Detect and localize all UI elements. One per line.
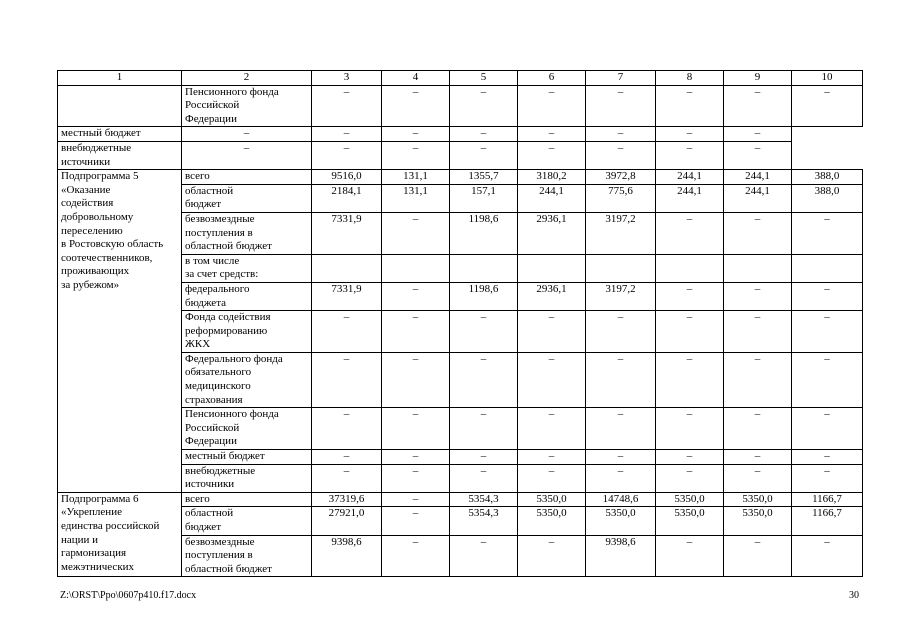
amount-cell (382, 254, 450, 282)
amount-cell: – (656, 450, 724, 465)
amount-cell: 2184,1 (312, 184, 382, 212)
amount-cell: – (792, 535, 863, 577)
column-number-header: 10 (792, 71, 863, 86)
amount-cell: 2936,1 (518, 212, 586, 254)
amount-cell: – (586, 85, 656, 127)
amount-cell: 3197,2 (586, 282, 656, 310)
table-row (58, 170, 863, 185)
amount-cell: – (382, 492, 450, 507)
amount-cell: – (656, 85, 724, 127)
program-name-cell: Подпрограмма 6 «Укрепление единства российской нации и гармонизация межэтнических (58, 492, 182, 577)
amount-cell: 9516,0 (312, 170, 382, 185)
amount-cell: – (450, 464, 518, 492)
column-number-header: 1 (58, 71, 182, 86)
amount-cell: – (450, 352, 518, 407)
amount-cell: – (518, 464, 586, 492)
funding-source-cell: внебюджетные источники (182, 464, 312, 492)
amount-cell: – (450, 311, 518, 353)
amount-cell: – (656, 141, 724, 169)
amount-cell: 157,1 (450, 184, 518, 212)
amount-cell: 3972,8 (586, 170, 656, 185)
amount-cell: 244,1 (656, 170, 724, 185)
amount-cell: – (792, 85, 863, 127)
amount-cell: 388,0 (792, 170, 863, 185)
amount-cell: – (312, 85, 382, 127)
amount-cell: – (312, 408, 382, 450)
amount-cell: – (724, 311, 792, 353)
amount-cell: 37319,6 (312, 492, 382, 507)
amount-cell: – (656, 127, 724, 142)
amount-cell: – (382, 127, 450, 142)
amount-cell: – (518, 311, 586, 353)
amount-cell: – (792, 352, 863, 407)
amount-cell: – (792, 282, 863, 310)
amount-cell: – (656, 352, 724, 407)
funding-source-cell: местный бюджет (182, 450, 312, 465)
column-number-header: 9 (724, 71, 792, 86)
table-row (58, 127, 863, 142)
amount-cell: – (724, 282, 792, 310)
amount-cell: – (450, 408, 518, 450)
amount-cell: 3197,2 (586, 212, 656, 254)
amount-cell: – (586, 464, 656, 492)
amount-cell: 7331,9 (312, 282, 382, 310)
amount-cell: 5350,0 (586, 507, 656, 535)
amount-cell: 1166,7 (792, 507, 863, 535)
amount-cell (586, 254, 656, 282)
footer-file-path: Z:\ORST\Ppo\0607p410.f17.docx (60, 590, 197, 601)
amount-cell: – (792, 311, 863, 353)
amount-cell: – (724, 450, 792, 465)
amount-cell: – (724, 85, 792, 127)
amount-cell: – (724, 535, 792, 577)
amount-cell (656, 254, 724, 282)
amount-cell: – (450, 450, 518, 465)
amount-cell: 244,1 (724, 170, 792, 185)
amount-cell: 27921,0 (312, 507, 382, 535)
amount-cell: – (724, 352, 792, 407)
amount-cell: – (450, 85, 518, 127)
amount-cell: – (656, 408, 724, 450)
amount-cell: – (792, 464, 863, 492)
amount-cell: 1198,6 (450, 212, 518, 254)
amount-cell: – (518, 352, 586, 407)
column-number-header: 4 (382, 71, 450, 86)
amount-cell: 131,1 (382, 170, 450, 185)
amount-cell: – (656, 535, 724, 577)
amount-cell: – (382, 507, 450, 535)
amount-cell: – (382, 212, 450, 254)
amount-cell: 5354,3 (450, 507, 518, 535)
amount-cell: 3180,2 (518, 170, 586, 185)
column-number-header: 2 (182, 71, 312, 86)
amount-cell: – (656, 212, 724, 254)
amount-cell: 131,1 (382, 184, 450, 212)
amount-cell: 5350,0 (656, 492, 724, 507)
amount-cell: – (792, 450, 863, 465)
amount-cell: 244,1 (518, 184, 586, 212)
amount-cell: 5350,0 (724, 492, 792, 507)
amount-cell: – (382, 311, 450, 353)
amount-cell: – (382, 141, 450, 169)
amount-cell: – (518, 127, 586, 142)
amount-cell: 5350,0 (518, 492, 586, 507)
amount-cell: 2936,1 (518, 282, 586, 310)
funding-source-cell: областной бюджет (182, 507, 312, 535)
amount-cell: 5350,0 (518, 507, 586, 535)
amount-cell: 775,6 (586, 184, 656, 212)
amount-cell: – (182, 141, 312, 169)
amount-cell (450, 254, 518, 282)
amount-cell: 5354,3 (450, 492, 518, 507)
header-row (58, 71, 863, 86)
amount-cell: – (724, 408, 792, 450)
funding-source-cell: Пенсионного фонда Российской Федерации (182, 85, 312, 127)
amount-cell: – (382, 282, 450, 310)
amount-cell: – (382, 450, 450, 465)
funding-source-cell: всего (182, 492, 312, 507)
amount-cell: 9398,6 (586, 535, 656, 577)
funding-source-cell: Федерального фонда обязательного медицинского страхования (182, 352, 312, 407)
amount-cell: – (182, 127, 312, 142)
amount-cell: – (586, 352, 656, 407)
amount-cell: – (312, 141, 382, 169)
amount-cell: – (724, 127, 792, 142)
table-row (58, 141, 863, 169)
column-number-header: 5 (450, 71, 518, 86)
amount-cell: 388,0 (792, 184, 863, 212)
funding-source-cell: Пенсионного фонда Российской Федерации (182, 408, 312, 450)
funding-source-cell: областной бюджет (182, 184, 312, 212)
amount-cell: 1198,6 (450, 282, 518, 310)
amount-cell: – (656, 464, 724, 492)
amount-cell: – (382, 535, 450, 577)
amount-cell: – (586, 311, 656, 353)
amount-cell: – (518, 85, 586, 127)
amount-cell: – (518, 450, 586, 465)
amount-cell: – (450, 141, 518, 169)
amount-cell: – (656, 282, 724, 310)
amount-cell (312, 254, 382, 282)
amount-cell: 1166,7 (792, 492, 863, 507)
amount-cell: – (724, 212, 792, 254)
amount-cell: 244,1 (724, 184, 792, 212)
funding-source-cell: внебюджетные источники (58, 141, 182, 169)
funding-source-cell: местный бюджет (58, 127, 182, 142)
amount-cell: – (586, 450, 656, 465)
amount-cell: – (518, 141, 586, 169)
amount-cell: – (382, 408, 450, 450)
amount-cell: 1355,7 (450, 170, 518, 185)
amount-cell: – (656, 311, 724, 353)
amount-cell: – (792, 408, 863, 450)
amount-cell: – (312, 450, 382, 465)
funding-source-cell: безвозмездные поступления в областной бюджет (182, 535, 312, 577)
column-number-header: 8 (656, 71, 724, 86)
amount-cell: – (312, 127, 382, 142)
amount-cell: – (382, 85, 450, 127)
program-name-cell: Подпрограмма 5 «Оказание содействия добровольному переселению в Ростовскую область соотечественников, проживающих за рубежом» (58, 170, 182, 493)
column-number-header: 3 (312, 71, 382, 86)
amount-cell: – (382, 352, 450, 407)
amount-cell: – (792, 212, 863, 254)
column-number-header: 7 (586, 71, 656, 86)
amount-cell: – (724, 141, 792, 169)
amount-cell: – (586, 141, 656, 169)
amount-cell: 9398,6 (312, 535, 382, 577)
amount-cell: – (450, 535, 518, 577)
amount-cell: 14748,6 (586, 492, 656, 507)
amount-cell: – (518, 535, 586, 577)
funding-source-cell: всего (182, 170, 312, 185)
amount-cell: 5350,0 (724, 507, 792, 535)
amount-cell: – (312, 352, 382, 407)
amount-cell: – (724, 464, 792, 492)
amount-cell: 5350,0 (656, 507, 724, 535)
page-number: 30 (849, 590, 859, 601)
amount-cell: – (450, 127, 518, 142)
amount-cell: – (382, 464, 450, 492)
funding-source-cell: безвозмездные поступления в областной бюджет (182, 212, 312, 254)
amount-cell: – (586, 408, 656, 450)
amount-cell: 7331,9 (312, 212, 382, 254)
table-row (58, 85, 863, 127)
program-name-cell (58, 85, 182, 127)
amount-cell (792, 254, 863, 282)
column-number-header: 6 (518, 71, 586, 86)
amount-cell: – (312, 311, 382, 353)
amount-cell: 244,1 (656, 184, 724, 212)
table-row (58, 492, 863, 507)
amount-cell: – (518, 408, 586, 450)
amount-cell: – (586, 127, 656, 142)
funding-source-cell: в том числе за счет средств: (182, 254, 312, 282)
amount-cell: – (312, 464, 382, 492)
amount-cell (724, 254, 792, 282)
budget-table (57, 70, 863, 577)
funding-source-cell: Фонда содействия реформированию ЖКХ (182, 311, 312, 353)
funding-source-cell: федерального бюджета (182, 282, 312, 310)
amount-cell (518, 254, 586, 282)
